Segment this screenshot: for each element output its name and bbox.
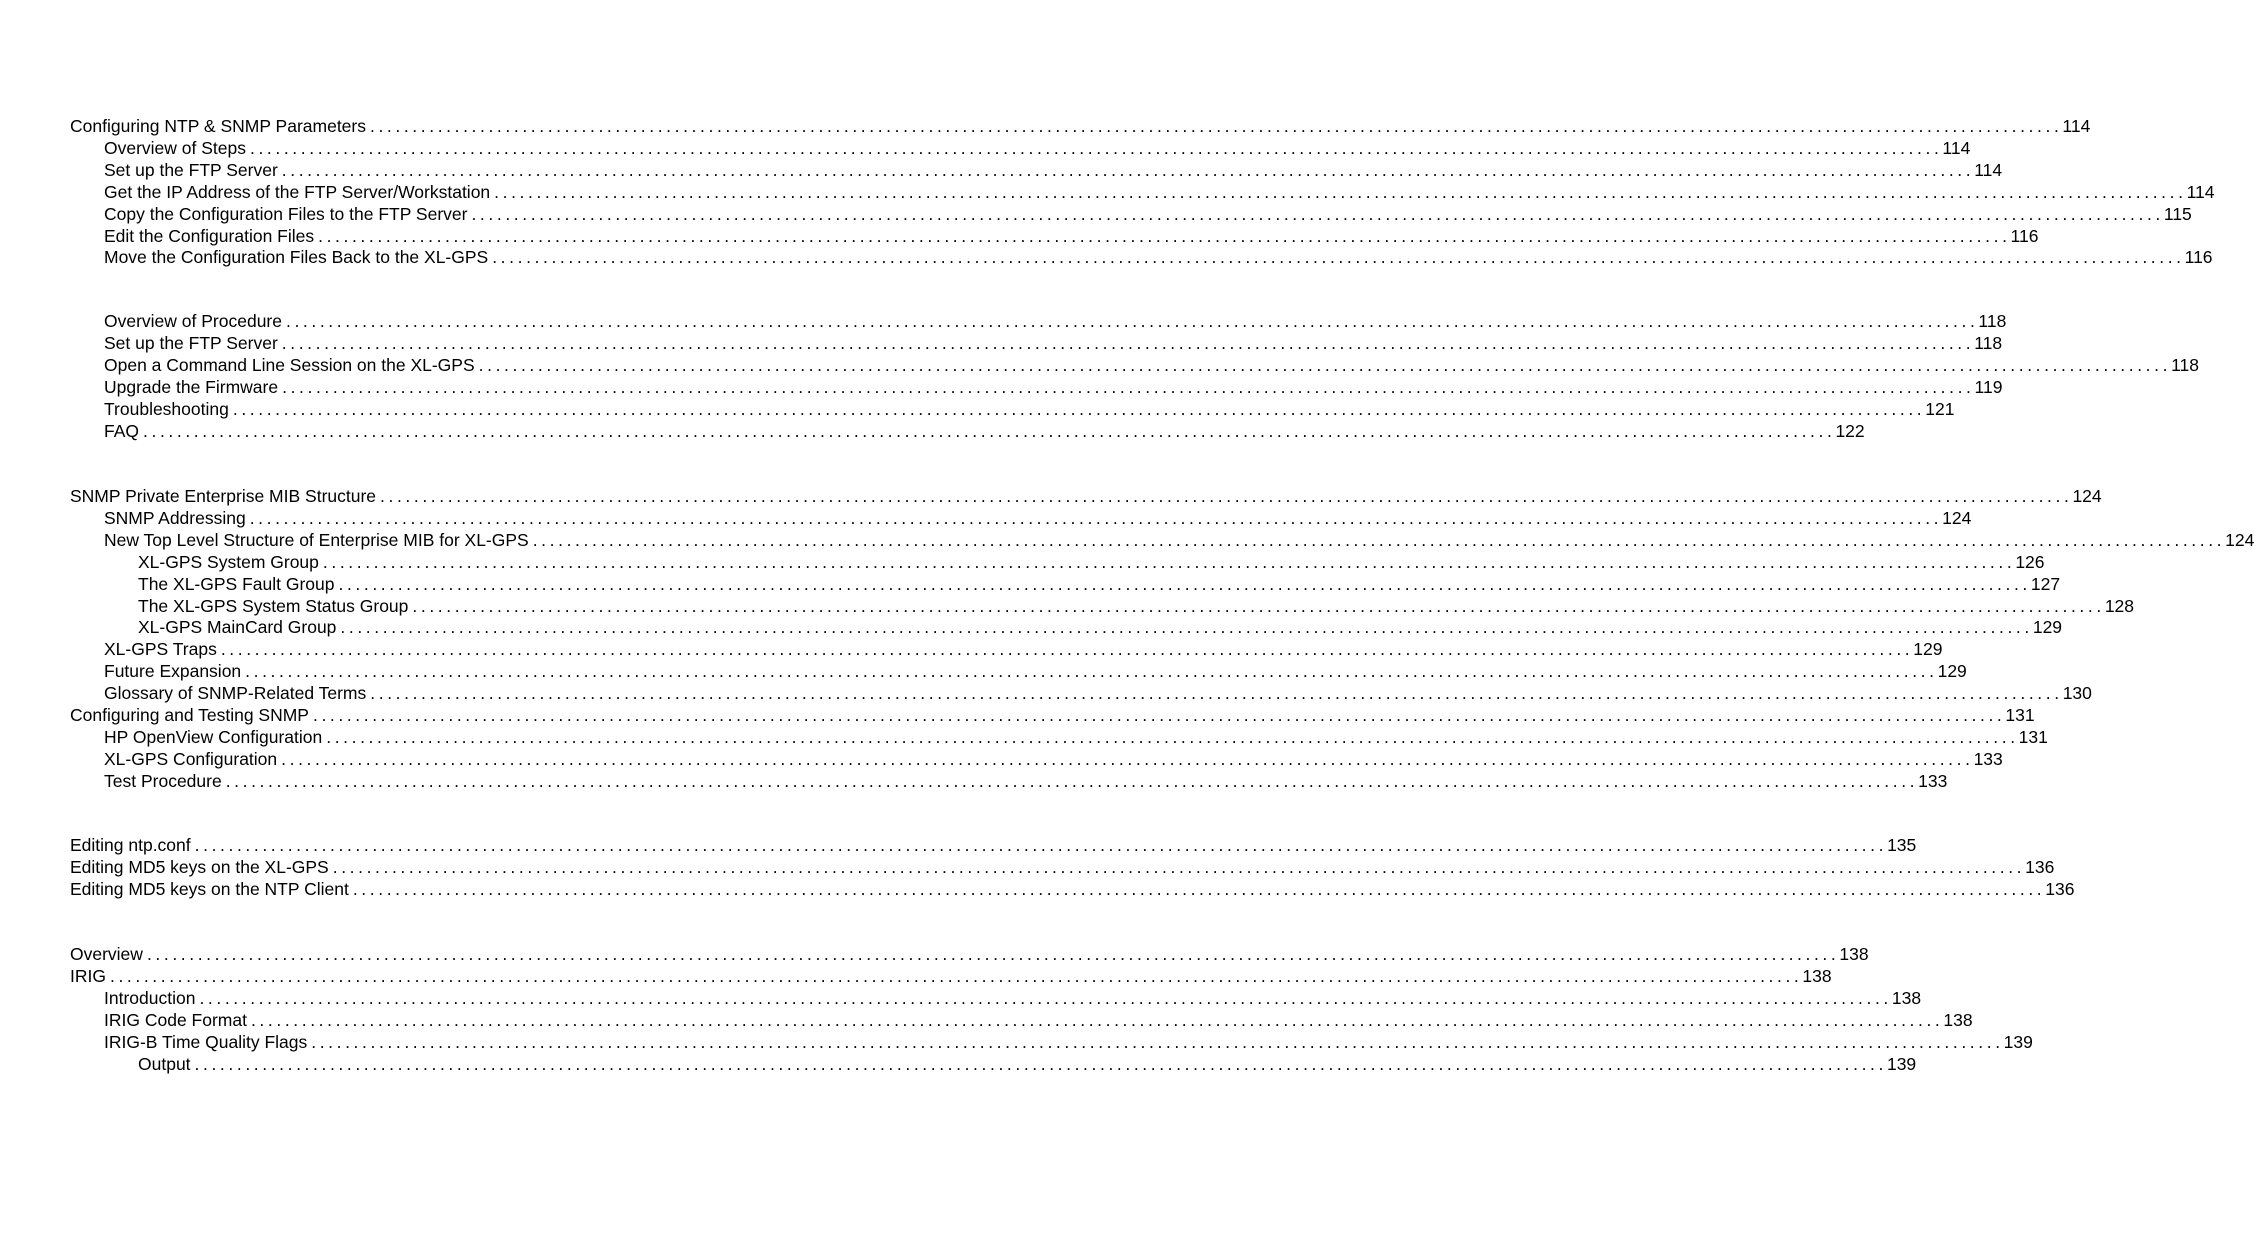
toc-dot-leader: ........................................................................................................................................................................................................ — [199, 987, 1892, 1008]
toc-entry-title: Test Procedure — [104, 770, 222, 791]
toc-entry-page-number: 128 — [2104, 595, 2135, 616]
toc-entry-page-number: 129 — [2032, 617, 2063, 638]
toc-entry-title: Overview of Steps — [104, 137, 246, 158]
toc-dot-leader: ........................................................................................................................................................................................................ — [326, 726, 2019, 747]
toc-entry[interactable] — [70, 965, 1832, 987]
toc-dot-leader: ........................................................................................................................................................................................................ — [146, 944, 1840, 964]
toc-entry-title: Edit the Configuration Files — [104, 225, 315, 246]
toc-entry-title: FAQ — [104, 420, 140, 441]
toc-entry-page-number: 121 — [1925, 398, 1955, 419]
toc-entry-page-number: 136 — [2025, 856, 2055, 877]
toc-entry-title: XL-GPS System Group — [138, 551, 319, 572]
toc-entry-title: Get the IP Address of the FTP Server/Workstation — [104, 181, 491, 202]
toc-entry-page-number: 118 — [1978, 311, 2007, 331]
toc-entry[interactable] — [138, 551, 2045, 573]
toc-entry[interactable] — [70, 704, 2035, 726]
toc-dot-leader: ........................................................................................................................................................................................................ — [340, 617, 2033, 638]
toc-entry-title: Configuring and Testing SNMP — [70, 705, 309, 725]
toc-dot-leader: ........................................................................................................................................................................................................ — [370, 116, 2063, 136]
toc-entry-page-number: 124 — [1942, 507, 1972, 528]
toc-entry[interactable] — [104, 682, 2092, 704]
toc-entry-page-number: 131 — [2018, 726, 2048, 747]
toc-dot-leader: ........................................................................................................................................................................................................ — [332, 856, 2026, 877]
toc-entry-page-number: 136 — [2045, 878, 2075, 899]
toc-entry-page-number: 129 — [1913, 639, 1943, 660]
toc-entry-title: Configuring NTP & SNMP Parameters — [70, 116, 366, 136]
toc-entry-title: IRIG — [70, 965, 106, 986]
toc-entry[interactable] — [138, 573, 2061, 595]
toc-entry-page-number: 124 — [2072, 486, 2102, 506]
toc-entry-title: Glossary of SNMP-Related Terms — [104, 683, 367, 704]
toc-entry-page-number: 130 — [2062, 683, 2092, 704]
toc-entry[interactable] — [138, 595, 2135, 617]
toc-dot-leader: ........................................................................................................................................................................................................ — [281, 332, 1975, 353]
toc-entry-title: XL-GPS Traps — [104, 639, 217, 660]
toc-dot-leader: ........................................................................................................................................................................................................ — [492, 247, 2185, 268]
toc-entry-title: Upgrade the Firmware — [104, 376, 279, 397]
toc-entry-title: Set up the FTP Server — [104, 159, 278, 180]
toc-dot-leader: ........................................................................................................................................................................................................ — [352, 878, 2046, 899]
toc-entry[interactable] — [104, 398, 1955, 420]
toc-dot-leader: ........................................................................................................................................................................................................ — [532, 529, 2226, 550]
toc-entry[interactable] — [104, 354, 2199, 376]
toc-entry-title: Overview — [70, 944, 143, 964]
toc-entry[interactable] — [104, 159, 2003, 181]
toc-entry-title: Set up the FTP Server — [104, 332, 278, 353]
toc-entry[interactable] — [104, 310, 2007, 332]
toc-entry[interactable] — [104, 225, 2039, 247]
toc-entry-title: Editing MD5 keys on the XL-GPS — [70, 856, 329, 877]
toc-dot-leader: ........................................................................................................................................................................................................ — [194, 1053, 1887, 1074]
toc-entry-title: Overview of Procedure — [104, 311, 282, 331]
toc-entry-page-number: 119 — [1974, 376, 2003, 397]
toc-entry-title: XL-GPS MainCard Group — [138, 617, 337, 638]
toc-entry-page-number: 139 — [2003, 1031, 2033, 1052]
toc-entry-page-number: 127 — [2030, 573, 2061, 594]
toc-entry[interactable] — [104, 529, 2254, 551]
toc-entry-page-number: 138 — [1839, 944, 1869, 964]
toc-entry[interactable] — [104, 660, 1967, 682]
toc-dot-leader: ........................................................................................................................................................................................................ — [245, 661, 1938, 682]
toc-entry-title: Output — [138, 1053, 191, 1074]
toc-entry-title: New Top Level Structure of Enterprise MIB for XL-GPS — [104, 529, 529, 550]
toc-dot-leader: ........................................................................................................................................................................................................ — [471, 203, 2164, 224]
toc-entry[interactable] — [104, 726, 2048, 748]
toc-entry-page-number: 138 — [1802, 965, 1832, 986]
toc-dot-leader: ........................................................................................................................................................................................................ — [412, 595, 2105, 616]
toc-dot-leader: ........................................................................................................................................................................................................ — [281, 159, 1975, 180]
toc-dot-leader: ........................................................................................................................................................................................................ — [494, 181, 2187, 202]
toc-dot-leader: ........................................................................................................................................................................................................ — [282, 376, 1975, 397]
toc-dot-leader: ........................................................................................................................................................................................................ — [232, 398, 1926, 419]
toc-entry[interactable] — [104, 332, 2003, 354]
toc-dot-leader: ........................................................................................................................................................................................................ — [249, 507, 1943, 528]
toc-dot-leader: ........................................................................................................................................................................................................ — [109, 965, 1803, 986]
toc-entry-title: XL-GPS Configuration — [104, 748, 278, 769]
toc-entry-page-number: 133 — [1918, 770, 1948, 791]
toc-entry[interactable] — [70, 943, 1869, 965]
toc-entry-page-number: 122 — [1835, 420, 1865, 441]
toc-entry-page-number: 114 — [1942, 137, 1971, 158]
toc-entry-page-number: 116 — [2184, 247, 2213, 268]
toc-entry-page-number: 118 — [1974, 332, 2003, 353]
toc-entry[interactable] — [104, 181, 2215, 203]
toc-dot-leader: ........................................................................................................................................................................................................ — [220, 639, 1914, 660]
toc-entry[interactable] — [104, 638, 1943, 660]
toc-entry-page-number: 114 — [2186, 181, 2215, 202]
toc-dot-leader: ........................................................................................................................................................................................................ — [370, 683, 2063, 704]
toc-entry[interactable] — [70, 115, 2091, 137]
toc-dot-leader: ........................................................................................................................................................................................................ — [286, 311, 1979, 331]
toc-entry-title: Editing ntp.conf — [70, 835, 191, 855]
toc-entry-title: Troubleshooting — [104, 398, 229, 419]
toc-entry[interactable] — [70, 485, 2102, 507]
toc-entry-page-number: 138 — [1891, 987, 1922, 1008]
toc-entry-page-number: 115 — [2163, 203, 2192, 224]
toc-entry-title: IRIG Code Format — [104, 1009, 247, 1030]
toc-entry[interactable] — [104, 1009, 1973, 1031]
toc-dot-leader: ........................................................................................................................................................................................................ — [225, 770, 1919, 791]
toc-entry[interactable] — [70, 878, 2075, 900]
toc-entry-page-number: 126 — [2015, 551, 2045, 572]
toc-entry-title: SNMP Addressing — [104, 507, 246, 528]
toc-dot-leader: ........................................................................................................................................................................................................ — [478, 354, 2172, 375]
toc-dot-leader: ........................................................................................................................................................................................................ — [194, 835, 1888, 855]
toc-dot-leader: ........................................................................................................................................................................................................ — [318, 225, 2011, 246]
toc-entry[interactable] — [70, 834, 1917, 856]
toc-entry-page-number: 138 — [1943, 1009, 1973, 1030]
toc-entry-title: Copy the Configuration Files to the FTP Server — [104, 203, 468, 224]
toc-entry[interactable] — [104, 1031, 2033, 1053]
toc-entry-page-number: 129 — [1937, 661, 1967, 682]
toc-dot-leader: ........................................................................................................................................................................................................ — [380, 486, 2073, 506]
toc-dot-leader: ........................................................................................................................................................................................................ — [338, 573, 2031, 594]
toc-dot-leader: ........................................................................................................................................................................................................ — [250, 1009, 1944, 1030]
toc-entry-page-number: 135 — [1887, 835, 1917, 855]
toc-entry[interactable] — [104, 137, 1971, 159]
toc-entry-title: Introduction — [104, 987, 196, 1008]
toc-entry[interactable] — [104, 748, 2003, 770]
toc-entry[interactable] — [104, 507, 1972, 529]
toc-entry[interactable] — [104, 987, 1922, 1009]
toc-entry-page-number: 118 — [2171, 354, 2199, 375]
toc-entry-page-number: 131 — [2005, 705, 2035, 725]
toc-entry[interactable] — [104, 770, 1948, 792]
toc-entry-title: Open a Command Line Session on the XL-GPS — [104, 354, 475, 375]
toc-entry-title: Editing MD5 keys on the NTP Client — [70, 878, 349, 899]
toc-entry[interactable] — [70, 856, 2055, 878]
toc-dot-leader: ........................................................................................................................................................................................................ — [311, 1031, 2004, 1052]
toc-entry[interactable] — [138, 1053, 1917, 1075]
toc-entry[interactable] — [138, 616, 2063, 638]
toc-entry-page-number: 124 — [2225, 529, 2254, 550]
toc-entry-title: Future Expansion — [104, 661, 242, 682]
toc-entry-page-number: 114 — [2062, 116, 2091, 136]
toc-dot-leader: ........................................................................................................................................................................................................ — [143, 420, 1836, 441]
toc-dot-leader: ........................................................................................................................................................................................................ — [312, 705, 2006, 725]
toc-entry-title: SNMP Private Enterprise MIB Structure — [70, 486, 377, 506]
toc-dot-leader: ........................................................................................................................................................................................................ — [281, 748, 1974, 769]
toc-entry[interactable] — [104, 246, 2213, 268]
toc-dot-leader: ........................................................................................................................................................................................................ — [322, 551, 2016, 572]
toc-entry-page-number: 114 — [1974, 159, 2003, 180]
toc-entry-page-number: 139 — [1886, 1053, 1917, 1074]
toc-entry-title: HP OpenView Configuration — [104, 726, 323, 747]
toc-entry-title: The XL-GPS Fault Group — [138, 573, 335, 594]
toc-dot-leader: ........................................................................................................................................................................................................ — [250, 137, 1943, 158]
toc-entry-page-number: 133 — [1973, 748, 2003, 769]
toc-entry-title: The XL-GPS System Status Group — [138, 595, 409, 616]
toc-entry[interactable] — [104, 203, 2192, 225]
toc-entry-title: IRIG-B Time Quality Flags — [104, 1031, 308, 1052]
toc-entry-page-number: 116 — [2010, 225, 2039, 246]
toc-entry-title: Move the Configuration Files Back to the XL-GPS — [104, 247, 489, 268]
toc-entry[interactable] — [104, 376, 2003, 398]
toc-entry[interactable] — [104, 420, 1865, 442]
